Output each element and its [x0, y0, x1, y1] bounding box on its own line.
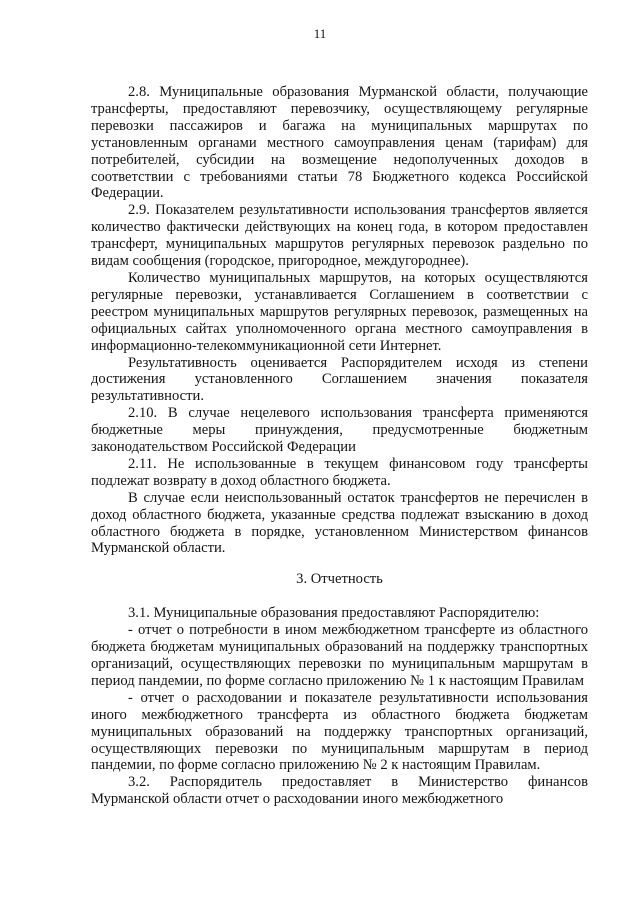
paragraph-2-9: 2.9. Показателем результативности использования трансфертов является количество фактически действующих на конец года, в котором предоставлен трансферт, муниципальных маршрутов регулярных перевозок раздельно по видам сообщения (городское, пригородное, междугороднее).	[91, 202, 588, 270]
paragraph-3-2: 3.2. Распорядитель предоставляет в Министерство финансов Мурманской области отчет о расходовании иного межбюджетного	[91, 774, 588, 808]
paragraph-2-11: 2.11. Не использованные в текущем финансовом году трансферты подлежат возврату в доход областного бюджета.	[91, 455, 588, 489]
document-body	[91, 84, 588, 808]
list-item-report-need: - отчет о потребности в ином межбюджетном трансферте из областного бюджета бюджетам муниципальных образований на поддержку транспортных организаций, осуществляющих перевозки по муниципальным маршрутам в период пандемии, по форме согласно приложению № 1 к настоящим Правилам	[91, 622, 588, 689]
page-number: 11	[313, 26, 327, 41]
section-heading: 3. Отчетность	[296, 571, 383, 588]
paragraph-effectiveness: Результативность оценивается Распорядителем исходя из степени достижения установленного Соглашением значения показателя результативности.	[91, 354, 588, 405]
paragraph-unused-balance: В случае если неиспользованный остаток трансфертов не перечислен в доход областного бюджета, указанные средства подлежат взысканию в доход областного бюджета в порядке, установленном Министерством финансов Мурманской области.	[91, 489, 588, 557]
paragraph-3-1: 3.1. Муниципальные образования предоставляют Распорядителю:	[128, 605, 540, 622]
paragraph-2-10: 2.10. В случае нецелевого использования трансферта применяются бюджетные меры принуждения, предусмотренные бюджетным законодательством Российской Федерации	[91, 405, 588, 456]
list-item-report-spending: - отчет о расходовании и показателе результативности использования иного межбюджетного трансферта из областного бюджета бюджетам муниципальных образований на поддержку транспортных организаций, осуществляющих перевозки по муниципальным маршрутам в период пандемии, по форме согласно приложению № 2 к настоящим Правилам.	[91, 689, 588, 774]
paragraph-2-8: 2.8. Муниципальные образования Мурманской области, получающие трансферты, предоставляют перевозчику, осуществляющему регулярные перевозки пассажиров и багажа на муниципальных маршрутах по установленным органами местного самоуправления ценам (тарифам) для потребителей, субсидии на возмещение недополученных доходов в соответствии с требованиями статьи 78 Бюджетного кодекса Российской Федерации.	[91, 84, 588, 202]
paragraph-routes-count: Количество муниципальных маршрутов, на которых осуществляются регулярные перевозки, устанавливается Соглашением в соответствии с реестром муниципальных маршрутов регулярных перевозок, размещенных на официальных сайтах уполномоченного органа местного самоуправления в информационно-телекоммуникационной сети Интернет.	[91, 269, 588, 354]
